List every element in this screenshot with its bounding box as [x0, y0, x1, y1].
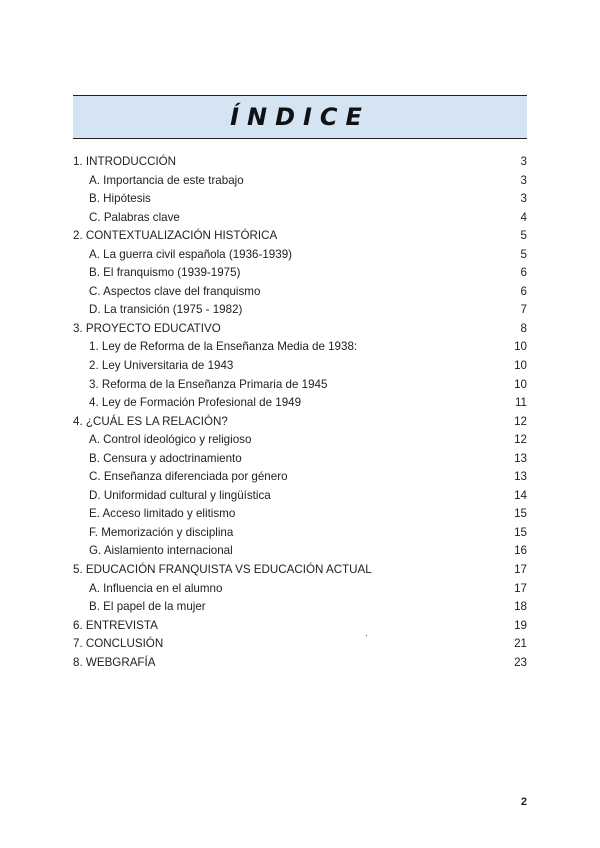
- toc-entry[interactable]: [73, 192, 527, 211]
- toc-entry-page: 6: [520, 266, 527, 280]
- toc-entry-label: B. El papel de la mujer: [89, 600, 206, 614]
- toc-entry-page: 13: [514, 451, 527, 465]
- toc-entry-page: 10: [514, 340, 527, 354]
- toc-entry[interactable]: [73, 433, 527, 452]
- toc-entry-label: E. Acceso limitado y elitismo: [89, 507, 236, 521]
- toc-entry[interactable]: [73, 656, 527, 675]
- page-title: ÍNDICE: [230, 103, 370, 131]
- toc-entry-page: 3: [520, 155, 527, 168]
- toc-entry-label: F. Memorización y disciplina: [89, 525, 234, 539]
- toc-entry-page: 3: [520, 173, 527, 187]
- toc-entry[interactable]: [73, 174, 527, 193]
- toc-entry-page: 12: [514, 433, 527, 447]
- toc-entry[interactable]: [73, 507, 527, 526]
- toc-entry-label: 2. CONTEXTUALIZACIÓN HISTÓRICA: [73, 229, 278, 243]
- toc-entry[interactable]: [73, 266, 527, 285]
- toc-entry-label: 6. ENTREVISTA: [73, 618, 158, 632]
- toc-entry[interactable]: [73, 489, 527, 508]
- toc-entry[interactable]: [73, 229, 527, 248]
- toc-entry-page: 6: [520, 284, 527, 298]
- toc-entry-label: D. Uniformidad cultural y lingüística: [89, 488, 271, 502]
- toc-entry-label: A. Influencia en el alumno: [89, 581, 223, 595]
- toc-entry-label: B. Hipótesis: [89, 192, 151, 206]
- toc-entry-page: 8: [520, 321, 527, 335]
- toc-entry[interactable]: [73, 359, 527, 378]
- toc-entry-page: 3: [520, 192, 527, 206]
- toc-entry-page: 15: [514, 507, 527, 521]
- toc-entry-label: 3. Reforma de la Enseñanza Primaria de 1945: [89, 377, 328, 391]
- toc-entry[interactable]: [73, 211, 527, 230]
- toc-entry-label: G. Aislamiento internacional: [89, 544, 233, 558]
- toc-entry[interactable]: [73, 303, 527, 322]
- toc-entry[interactable]: [73, 415, 527, 434]
- toc-entry[interactable]: [73, 563, 527, 582]
- toc-entry-page: 15: [514, 525, 527, 539]
- toc-entry-page: 16: [514, 544, 527, 558]
- title-banner: [73, 95, 527, 139]
- toc-entry-label: A. Control ideológico y religioso: [89, 433, 252, 447]
- toc-entry[interactable]: [73, 396, 527, 415]
- toc-entry-page: 18: [514, 600, 527, 614]
- toc-entry[interactable]: [73, 526, 527, 545]
- toc-entry[interactable]: [73, 340, 527, 359]
- toc-entry[interactable]: [73, 155, 527, 174]
- toc-entry-page: 5: [520, 229, 527, 243]
- toc-entry-page: 21: [514, 637, 527, 651]
- toc-entry-label: 1. INTRODUCCIÓN: [73, 155, 177, 168]
- toc-entry-label: B. El franquismo (1939-1975): [89, 266, 241, 280]
- toc-entry-label: 8. WEBGRAFÍA: [73, 655, 156, 669]
- toc-entry[interactable]: [73, 285, 527, 304]
- toc-entry-page: 7: [520, 303, 527, 317]
- stray-dot: .: [365, 628, 368, 639]
- toc-entry-page: 12: [514, 414, 527, 428]
- toc-entry-page: 10: [514, 359, 527, 373]
- toc-entry-page: 5: [520, 247, 527, 261]
- toc-entry-label: A. Importancia de este trabajo: [89, 173, 244, 187]
- toc-entry-page: 17: [514, 581, 527, 595]
- toc-entry-label: 5. EDUCACIÓN FRANQUISTA VS EDUCACIÓN ACTUAL: [73, 563, 372, 577]
- page-number: 2: [520, 796, 527, 808]
- toc-entry[interactable]: [73, 452, 527, 471]
- toc-entry-label: 2. Ley Universitaria de 1943: [89, 359, 234, 373]
- toc-entry-label: C. Aspectos clave del franquismo: [89, 284, 261, 298]
- toc-entry-label: A. La guerra civil española (1936-1939): [89, 247, 293, 261]
- toc-entry[interactable]: [73, 600, 527, 619]
- toc-entry[interactable]: [73, 378, 527, 397]
- toc-entry[interactable]: [73, 637, 527, 656]
- toc-entry-page: 14: [514, 488, 527, 502]
- toc-entry[interactable]: [73, 619, 527, 638]
- table-of-contents: [73, 155, 527, 674]
- toc-entry-label: 1. Ley de Reforma de la Enseñanza Media de 1938:: [89, 340, 358, 354]
- toc-entry-label: 4. Ley de Formación Profesional de 1949: [89, 396, 302, 410]
- toc-entry-page: 10: [514, 377, 527, 391]
- toc-entry-label: 4. ¿CUÁL ES LA RELACIÓN?: [73, 414, 228, 428]
- toc-entry-label: C. Palabras clave: [89, 210, 180, 224]
- toc-entry-label: 7. CONCLUSIÓN: [73, 637, 164, 651]
- toc-entry-page: 13: [514, 470, 527, 484]
- toc-entry-page: 4: [520, 210, 527, 224]
- toc-entry[interactable]: [73, 470, 527, 489]
- toc-entry-page: 17: [514, 563, 527, 577]
- toc-entry-label: B. Censura y adoctrinamiento: [89, 451, 242, 465]
- toc-entry[interactable]: [73, 248, 527, 267]
- toc-entry-label: D. La transición (1975 - 1982): [89, 303, 243, 317]
- toc-entry-label: C. Enseñanza diferenciada por género: [89, 470, 288, 484]
- toc-entry[interactable]: [73, 582, 527, 601]
- toc-entry-page: 11: [514, 396, 527, 410]
- toc-entry[interactable]: [73, 322, 527, 341]
- toc-entry-page: 23: [514, 655, 527, 669]
- toc-entry-label: 3. PROYECTO EDUCATIVO: [73, 321, 221, 335]
- toc-entry-page: 19: [514, 618, 527, 632]
- toc-entry[interactable]: [73, 544, 527, 563]
